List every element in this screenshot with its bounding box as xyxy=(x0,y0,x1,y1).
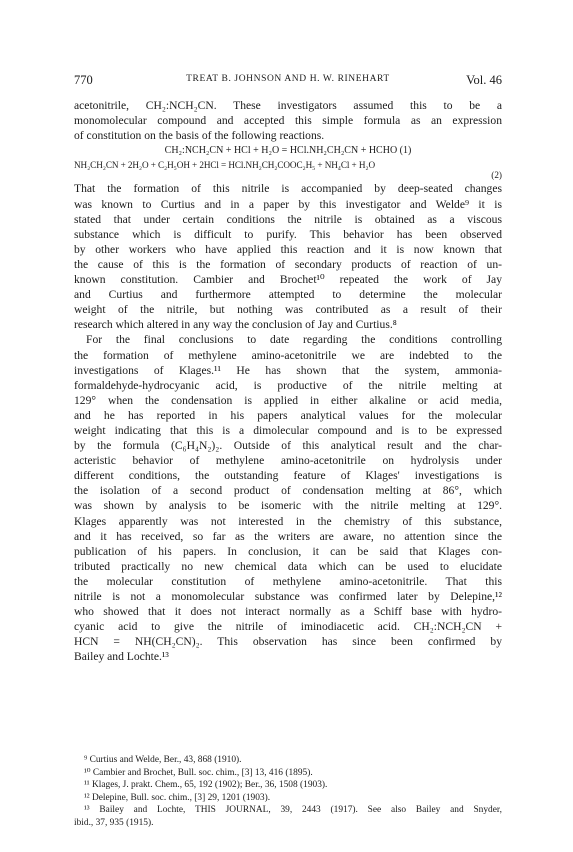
page-header xyxy=(74,73,502,89)
body-line: tributed practically no new chemical data which can be used to elucidate xyxy=(74,559,502,573)
body-line: For the final conclusions to date regarding the conditions controlling xyxy=(86,333,502,347)
body-line: who showed that it does not interact normally as a Schiff base with hydro- xyxy=(74,605,502,619)
body-line: Klages apparently was not interested in the chemistry of this substance, xyxy=(74,514,502,528)
body-line: by the formula (C₆H₄N₂)₂. Outside of this analytical result and the char- xyxy=(74,439,502,453)
body-line: nitrile is not a monomolecular substance was confirmed later by Delepine,¹² xyxy=(74,590,502,603)
body-line: HCN = NH(CH₂CN)₂. This observation has since been confirmed by xyxy=(74,635,502,649)
body-line: substance which is difficult to purify. This behavior has been observed xyxy=(74,227,502,241)
equation-1: CH₂:NCH₂CN + HCl + H₂O = HCl.NH₂CH₂CN + HCHO (1) xyxy=(164,145,412,157)
volume-label: Vol. 46 xyxy=(466,73,502,87)
equation-2: NH₂CH₂CN + 2H₂O + C₂H₅OH + 2HCl = HCl.NH₂CH₂COOC₂H₅ + NH₄Cl + H₂O xyxy=(74,160,376,171)
body-line: the molecular constitution of methylene amino-acetonitrile. That this xyxy=(74,574,502,588)
footnote-12: ¹² Delepine, Bull. soc. chim., [3] 29, 1201 (1903). xyxy=(84,792,271,803)
footnote-11: ¹¹ Klages, J. prakt. Chem., 65, 192 (1902); Ber., 36, 1508 (1903). xyxy=(84,780,328,791)
body-line: weight of the nitrile, but nothing was contributed as a result of their xyxy=(74,303,502,317)
body-line: publication of his papers. In conclusion, it can be said that Klages con- xyxy=(74,544,502,558)
body-line: was shown by analysis to be isomeric with the nitrile melting at 129°. xyxy=(74,499,502,513)
body-line: investigations of Klages.¹¹ He has shown that the system, ammonia- xyxy=(74,363,502,377)
footnote-13-continued: ibid., 37, 935 (1915). xyxy=(74,817,154,828)
body-line: cyanic acid to give the nitrile of iminodiacetic acid. CH₂:NCH₂CN + xyxy=(74,620,502,634)
body-line: the cause of this is the formation of secondary products of reaction of un- xyxy=(74,257,502,271)
body-line: of constitution on the basis of the following reactions. xyxy=(74,129,325,143)
footnote-10: ¹⁰ Cambier and Brochet, Bull. soc. chim., [3] 13, 416 (1895). xyxy=(84,767,313,778)
footnotes xyxy=(74,754,502,830)
body-line: formaldehyde-hydrocyanic acid, is productive of the nitrile melting at xyxy=(74,378,502,392)
body-line: and he has reported in his papers analytical values for the molecular xyxy=(74,408,502,422)
body-line: Bailey and Lochte.¹³ xyxy=(74,650,169,664)
body-line: by other workers who have applied this reaction and it is now known that xyxy=(74,242,502,256)
article-body xyxy=(74,98,502,664)
body-line: acteristic behavior of methylene amino-acetonitrile on hydrolysis under xyxy=(74,454,502,468)
body-line: 129° when the condensation is applied in either alkaline or acid media, xyxy=(74,393,502,407)
body-line: different conditions, the outstanding feature of Klages' investigations is xyxy=(74,469,502,483)
body-line: stated that under certain conditions the nitrile is obtained as a viscous xyxy=(74,212,502,226)
body-line: weight indicating that this is a dimolecular compound and is to be expressed xyxy=(74,423,502,437)
body-line: known constitution. Cambier and Brochet¹⁰ repeated the work of Jay xyxy=(74,273,502,287)
running-title: TREAT B. JOHNSON AND H. W. RINEHART xyxy=(186,74,390,84)
body-line: monomolecular compound and accepted this simple formula as an expression xyxy=(74,114,502,128)
body-line: and it has received, so far as the writers are aware, no attention since the xyxy=(74,529,502,543)
page-number: 770 xyxy=(74,73,93,87)
body-line: research which altered in any way the conclusion of Jay and Curtius.⁸ xyxy=(74,318,397,332)
body-line: acetonitrile, CH₂:NCH₂CN. These investigators assumed this to be a xyxy=(74,99,502,112)
body-line: That the formation of this nitrile is accompanied by deep-seated changes xyxy=(74,182,502,196)
body-line: and Curtius and furthermore attempted to determine the molecular xyxy=(74,288,502,302)
footnote-13: ¹³ Bailey and Lochte, THIS JOURNAL, 39, 2443 (1917). See also Bailey and Snyder, xyxy=(84,805,502,816)
footnote-9: ⁹ Curtius and Welde, Ber., 43, 868 (1910). xyxy=(84,755,242,765)
equation-2-number: (2) xyxy=(491,170,502,181)
body-line: the formation of methylene amino-acetonitrile we are indebted to the xyxy=(74,348,502,362)
body-line: the isolation of a second product of condensation melting at 86°, which xyxy=(74,484,502,498)
body-line: was known to Curtius and in a paper by this investigator and Welde⁹ it is xyxy=(74,197,502,211)
